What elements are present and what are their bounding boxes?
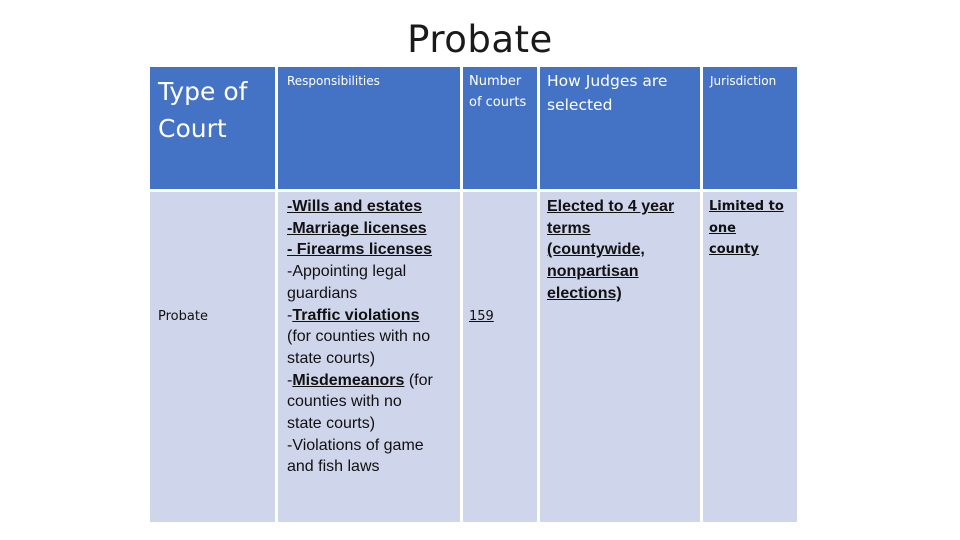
- cell-number-of-courts: 159: [463, 192, 537, 522]
- cell-jurisdiction: Limited to one county: [703, 192, 797, 522]
- resp-game-2: and fish laws: [287, 458, 380, 476]
- header-how-judges-selected: How Judges are selected: [540, 67, 700, 189]
- header-responsibilities: Responsibilities: [278, 67, 460, 189]
- traffic-violations-link[interactable]: Traffic violations: [292, 306, 420, 324]
- cell-type-of-court: Probate: [150, 192, 275, 522]
- misdemeanors-link[interactable]: Misdemeanors: [292, 371, 405, 389]
- resp-guardians-1: -Appointing legal: [287, 263, 407, 281]
- resp-game-1: -Violations of game: [287, 436, 424, 454]
- resp-misdemeanors: -Misdemeanors (for: [287, 371, 433, 389]
- header-type-of-court: Type of Court: [150, 67, 275, 189]
- header-number-of-courts: Number of courts: [463, 67, 537, 189]
- header-jurisdiction: Jurisdiction: [703, 67, 797, 189]
- cell-responsibilities: [278, 192, 460, 522]
- resp-traffic-cont-2: state courts): [287, 349, 376, 367]
- resp-marriage: -Marriage licenses: [287, 219, 427, 237]
- resp-traffic: -Traffic violations: [287, 306, 420, 324]
- cell-how-judges-selected: Elected to 4 year terms (countywide, nonpartisan elections): [540, 192, 700, 522]
- resp-guardians-2: guardians: [287, 284, 358, 302]
- resp-traffic-cont-1: (for counties with no: [287, 328, 431, 346]
- page-title: Probate: [407, 18, 553, 61]
- resp-firearms: - Firearms licenses: [287, 241, 432, 259]
- resp-misd-cont-1: counties with no: [287, 393, 402, 411]
- resp-misd-cont-2: state courts): [287, 415, 376, 433]
- resp-wills: -Wills and estates: [287, 198, 423, 215]
